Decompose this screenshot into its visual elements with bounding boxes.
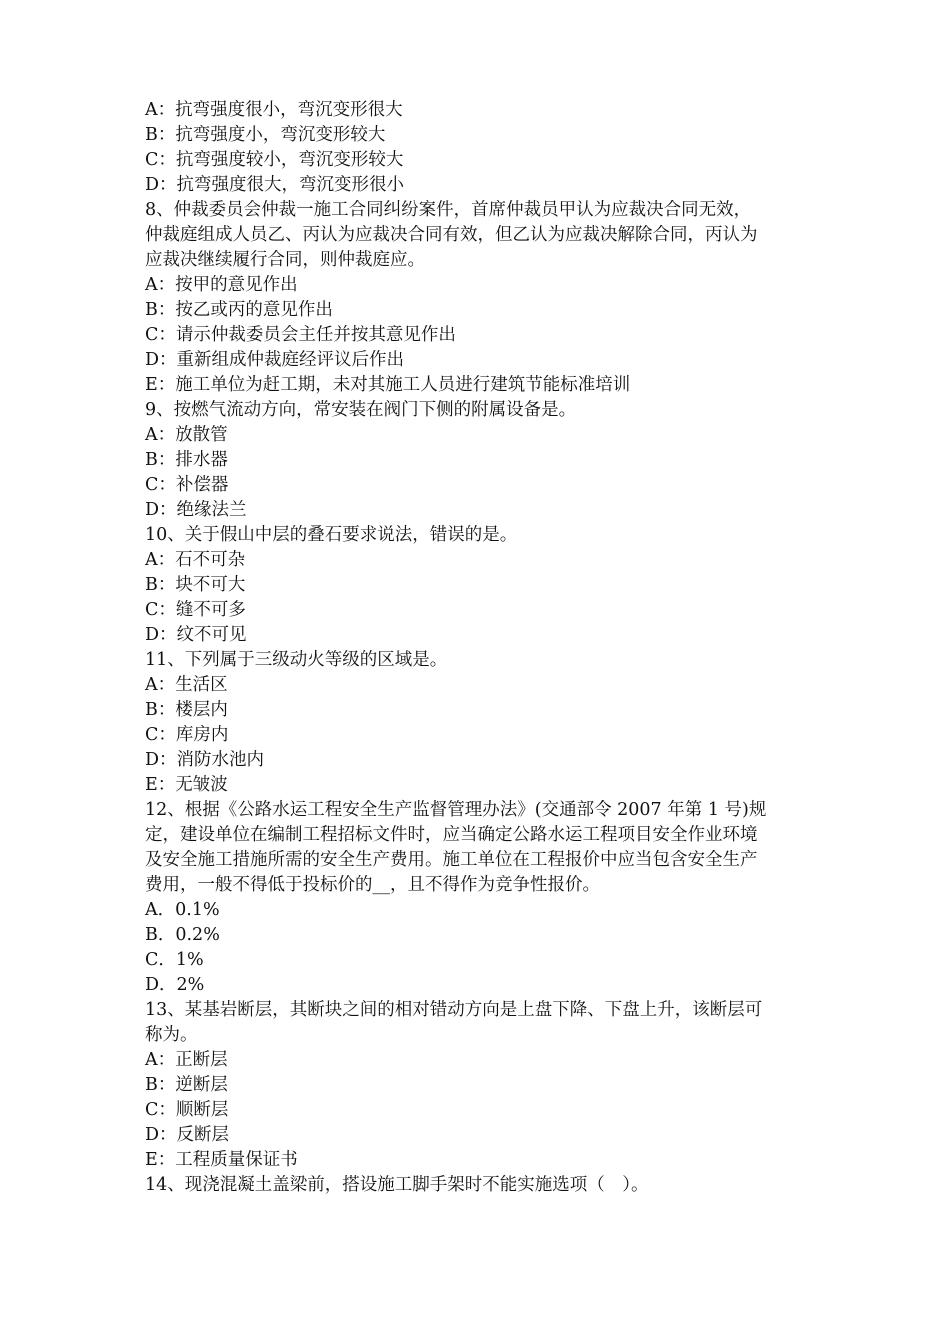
text-line: B：逆断层 (145, 1075, 228, 1095)
text-line: C：缝不可多 (145, 600, 246, 620)
question-line: 费用，一般不得低于投标价的__，且不得作为竞争性报价。 (145, 875, 600, 895)
question-line: 定，建设单位在编制工程招标文件时，应当确定公路水运工程项目安全作业环境 (145, 825, 758, 845)
question-line: 及安全施工措施所需的安全生产费用。施工单位在工程报价中应当包含安全生产 (145, 850, 758, 870)
question-line: 11、下列属于三级动火等级的区域是。 (145, 650, 448, 670)
text-line: E：无皱波 (145, 775, 228, 795)
question-line: 10、关于假山中层的叠石要求说法，错误的是。 (145, 525, 518, 545)
question-line: 应裁决继续履行合同，则仲裁庭应。 (145, 250, 425, 270)
text-line: C：请示仲裁委员会主任并按其意见作出 (145, 325, 456, 345)
text-line: B．0.2% (145, 925, 220, 945)
question-line: 13、某基岩断层，其断块之间的相对错动方向是上盘下降、下盘上升，该断层可 (145, 1000, 763, 1020)
text-line: B：块不可大 (145, 575, 246, 595)
text-line: A：生活区 (145, 675, 228, 695)
text-line: D：纹不可见 (145, 625, 247, 645)
text-line: C：顺断层 (145, 1100, 229, 1120)
text-line: E：施工单位为赶工期，未对其施工人员进行建筑节能标准培训 (145, 375, 631, 395)
question-line: 8、仲裁委员会仲裁一施工合同纠纷案件，首席仲裁员甲认为应裁决合同无效， (145, 200, 752, 220)
text-line: A：放散管 (145, 425, 228, 445)
question-line: 9、按燃气流动方向，常安装在阀门下侧的附属设备是。 (145, 400, 577, 420)
document-body (145, 98, 825, 1198)
text-line: D：重新组成仲裁庭经评议后作出 (145, 350, 405, 370)
text-line: D：抗弯强度很大，弯沉变形很小 (145, 175, 405, 195)
text-line: D：绝缘法兰 (145, 500, 247, 520)
text-line: A：正断层 (145, 1050, 228, 1070)
text-line: B：抗弯强度小，弯沉变形较大 (145, 125, 386, 145)
question-line: 12、根据《公路水运工程安全生产监督管理办法》(交通部令 2007 年第 1 号)规 (145, 800, 767, 820)
text-line: D：消防水池内 (145, 750, 265, 770)
text-line: B：按乙或丙的意见作出 (145, 300, 333, 320)
text-line: A：抗弯强度很小，弯沉变形很大 (145, 100, 403, 120)
text-line: C：抗弯强度较小，弯沉变形较大 (145, 150, 404, 170)
text-line: B：楼层内 (145, 700, 228, 720)
text-line: D：反断层 (145, 1125, 230, 1145)
question-line: 仲裁庭组成人员乙、丙认为应裁决合同有效，但乙认为应裁决解除合同，丙认为 (145, 225, 758, 245)
text-line: D．2% (145, 975, 205, 995)
text-line: A．0.1% (145, 900, 220, 920)
text-line: A：石不可杂 (145, 550, 246, 570)
text-line: E：工程质量保证书 (145, 1150, 298, 1170)
text-line: B：排水器 (145, 450, 228, 470)
text-line: C．1% (145, 950, 204, 970)
question-line: 称为。 (145, 1025, 198, 1045)
text-line: A：按甲的意见作出 (145, 275, 298, 295)
text-line: C：补偿器 (145, 475, 229, 495)
question-line: 14、现浇混凝土盖梁前，搭设施工脚手架时不能实施选项（ ）。 (145, 1175, 649, 1195)
text-line: C：库房内 (145, 725, 229, 745)
